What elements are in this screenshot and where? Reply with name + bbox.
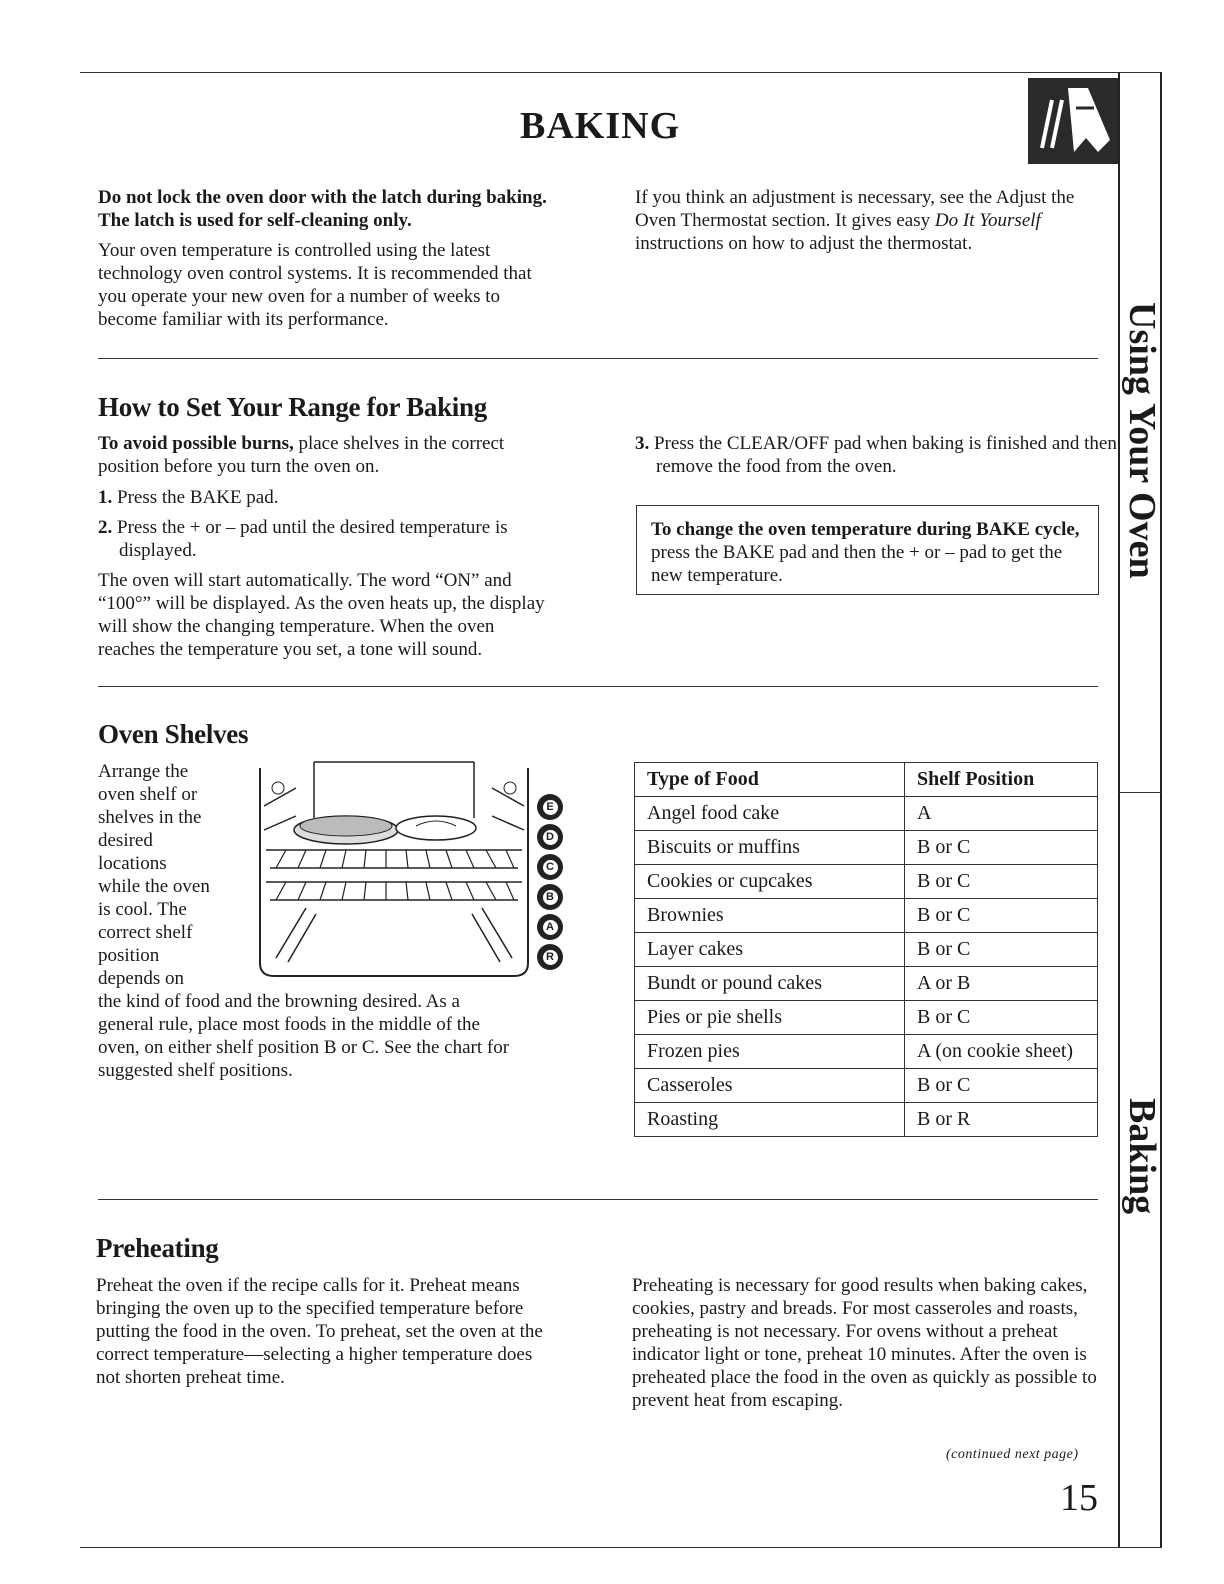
table-row bbox=[635, 1035, 1098, 1069]
food-type-cell: Pies or pie shells bbox=[635, 1001, 905, 1035]
table-row bbox=[635, 1103, 1098, 1137]
table-row bbox=[635, 899, 1098, 933]
shelf-position-table bbox=[634, 762, 1098, 1137]
food-type-cell: Casseroles bbox=[635, 1069, 905, 1103]
food-type-cell: Bundt or pound cakes bbox=[635, 967, 905, 1001]
shelf-marker-d bbox=[537, 824, 563, 850]
shelf-position-cell: B or C bbox=[905, 865, 1098, 899]
shelf-marker-label: B bbox=[543, 890, 558, 905]
food-type-cell: Angel food cake bbox=[635, 797, 905, 831]
table-row bbox=[635, 1069, 1098, 1103]
table-row bbox=[635, 797, 1098, 831]
food-type-cell: Biscuits or muffins bbox=[635, 831, 905, 865]
top-rule bbox=[80, 72, 1162, 73]
shelves-paragraph: Arrange the oven shelf or shelves in the desired locations while the oven is cool. The correct shelf position depends on the kind of food and the browning desired. As a general rule, place most foods in the middle of the oven, on either shelf position B or C. See the chart for suggested shelf positions. bbox=[98, 760, 518, 1082]
shelf-position-cell: B or C bbox=[905, 933, 1098, 967]
brand-logo bbox=[1028, 78, 1120, 164]
shelves-heading: Oven Shelves bbox=[98, 719, 249, 749]
table-row bbox=[635, 865, 1098, 899]
sidebar-divider bbox=[1118, 72, 1120, 1547]
bottom-rule bbox=[80, 1547, 1162, 1548]
food-type-cell: Roasting bbox=[635, 1103, 905, 1137]
section-rule bbox=[98, 358, 1098, 359]
intro-paragraph: Your oven temperature is controlled using the latest technology oven control systems. It is recommended that you operate your new oven for a number of weeks to become familiar with its performance. bbox=[98, 240, 532, 330]
preheating-heading: Preheating bbox=[96, 1233, 219, 1263]
shelf-marker-a bbox=[537, 914, 563, 940]
page-number: 15 bbox=[1060, 1477, 1098, 1519]
section-rule bbox=[98, 686, 1098, 687]
preheating-right: Preheating is necessary for good results when baking cakes, cookies, pastry and breads. For most casseroles and roasts, preheating is not necessary. For ovens without a preheat indicator light or tone, preheat 10 minutes. After the oven is preheated place the food in the oven as quickly as possible to prevent heat from escaping. bbox=[632, 1275, 1097, 1411]
shelf-position-cell: B or C bbox=[905, 1001, 1098, 1035]
shelf-position-cell: B or R bbox=[905, 1103, 1098, 1137]
howto-heading: How to Set Your Range for Baking bbox=[98, 392, 487, 422]
adjust-paragraph: If you think an adjustment is necessary, see the Adjust the Oven Thermostat section. It gives easy Do It Yourself instructions on how to adjust the thermostat. bbox=[635, 187, 1075, 254]
auto-start-paragraph: The oven will start automatically. The word “ON” and “100°” will be displayed. As the oven heats up, the display will show the changing temperature. When the oven reaches the temperature you set, a tone will sound. bbox=[98, 570, 545, 660]
continued-note: (continued next page) bbox=[946, 1447, 1079, 1462]
shelf-marker-e bbox=[537, 794, 563, 820]
table-header-food: Type of Food bbox=[635, 763, 905, 797]
table-row bbox=[635, 831, 1098, 865]
food-type-cell: Brownies bbox=[635, 899, 905, 933]
shelf-marker-label: A bbox=[543, 920, 558, 935]
shelf-marker-label: D bbox=[543, 830, 558, 845]
shelf-marker-label: C bbox=[543, 860, 558, 875]
tab-baking[interactable]: Baking bbox=[1121, 1098, 1163, 1215]
shelf-marker-label: E bbox=[543, 800, 558, 815]
step-1: 1. Press the BAKE pad. bbox=[98, 487, 279, 508]
step-2: 2. Press the + or – pad until the desired temperature is displayed. bbox=[98, 517, 508, 561]
table-header-position: Shelf Position bbox=[905, 763, 1098, 797]
shelf-position-cell: A bbox=[905, 797, 1098, 831]
shelf-marker-r bbox=[537, 944, 563, 970]
latch-warning: Do not lock the oven door with the latch during baking. The latch is used for self-cleaning only. bbox=[98, 187, 547, 231]
oven-shelf-illustration bbox=[256, 758, 532, 984]
table-row bbox=[635, 933, 1098, 967]
shelf-position-cell: A (on cookie sheet) bbox=[905, 1035, 1098, 1069]
table-row bbox=[635, 1001, 1098, 1035]
burns-warning: To avoid possible burns, place shelves in the correct position before you turn the oven on. bbox=[98, 433, 505, 477]
shelf-position-cell: B or C bbox=[905, 831, 1098, 865]
change-temp-note: To change the oven temperature during BAKE cycle, press the BAKE pad and then the + or – pad to get the new temperature. bbox=[636, 505, 1099, 595]
shelf-position-cell: A or B bbox=[905, 967, 1098, 1001]
food-type-cell: Frozen pies bbox=[635, 1035, 905, 1069]
shelf-position-cell: B or C bbox=[905, 1069, 1098, 1103]
food-type-cell: Layer cakes bbox=[635, 933, 905, 967]
sidebar-separator bbox=[1118, 792, 1162, 793]
shelf-marker-label: R bbox=[543, 950, 558, 965]
shelf-position-cell: B or C bbox=[905, 899, 1098, 933]
shelf-marker-c bbox=[537, 854, 563, 880]
shelf-marker-b bbox=[537, 884, 563, 910]
table-row bbox=[635, 967, 1098, 1001]
food-type-cell: Cookies or cupcakes bbox=[635, 865, 905, 899]
section-rule bbox=[98, 1199, 1098, 1200]
step-3: 3. Press the CLEAR/OFF pad when baking is finished and then remove the food from the oven. bbox=[635, 433, 1117, 477]
page-title: BAKING bbox=[520, 105, 681, 147]
sidebar-edge bbox=[1160, 72, 1162, 1547]
tab-using-your-oven[interactable]: Using Your Oven bbox=[1121, 302, 1163, 579]
preheating-left: Preheat the oven if the recipe calls for it. Preheat means bringing the oven up to the specified temperature before putting the food in the oven. To preheat, set the oven at the correct temperature—selecting a higher temperature does not shorten preheat time. bbox=[96, 1275, 543, 1388]
